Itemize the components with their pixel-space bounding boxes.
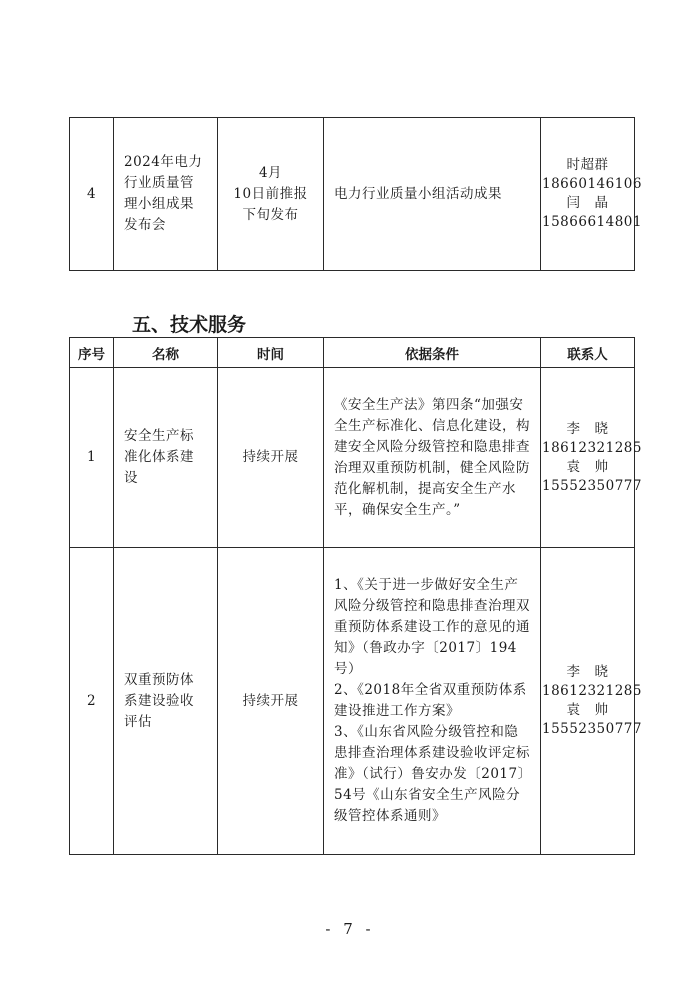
row-name: 安全生产标准化体系建设: [114, 368, 218, 548]
row-name: 双重预防体系建设验收评估: [114, 548, 218, 855]
header-no: 序号: [70, 338, 114, 368]
table-row: [70, 118, 635, 271]
row-basis: 1、《关于进一步做好安全生产风险分级管控和隐患排查治理双重预防体系建设工作的意见的通知》（鲁政办字〔2017〕194号） 2、《2018年全省双重预防体系建设推进工作方案》 3、《山东省风险分级管控和隐患排查治理体系建设验收评定标准》（试行）鲁安办发〔2017〕54号《山东省安全生产风险分级管控体系通则》: [324, 548, 541, 855]
header-contact: 联系人: [541, 338, 635, 368]
header-name: 名称: [114, 338, 218, 368]
row-number: 4: [70, 118, 114, 271]
section-heading: 五、技术服务: [132, 314, 247, 336]
row-basis: 《安全生产法》第四条“加强安全生产标准化、信息化建设，构建安全风险分级管控和隐患排查治理双重预防机制，健全风险防范化解机制，提高安全生产水平，确保安全生产。”: [324, 368, 541, 548]
header-time: 时间: [218, 338, 324, 368]
row-name: 2024年电力行业质量管理小组成果发布会: [114, 118, 218, 271]
row-contact: 李 晓 18612321285 袁 帅 15552350777: [541, 368, 635, 548]
row-time: 4月 10日前推报 下旬发布: [218, 118, 324, 271]
row-contact: 李 晓 18612321285 袁 帅 15552350777: [541, 548, 635, 855]
row-time: 持续开展: [218, 548, 324, 855]
row-number: 1: [70, 368, 114, 548]
row-contact: 时超群 18660146106 闫 晶 15866614801: [541, 118, 635, 271]
table-row: [70, 368, 635, 548]
previous-table: [69, 117, 642, 271]
row-time: 持续开展: [218, 368, 324, 548]
tech-service-table: [69, 337, 642, 855]
page-number: - 7 -: [325, 920, 375, 938]
table-row: [70, 548, 635, 855]
table-header-row: [70, 338, 635, 368]
header-basis: 依据条件: [324, 338, 541, 368]
row-number: 2: [70, 548, 114, 855]
row-basis: 电力行业质量小组活动成果: [324, 118, 541, 271]
